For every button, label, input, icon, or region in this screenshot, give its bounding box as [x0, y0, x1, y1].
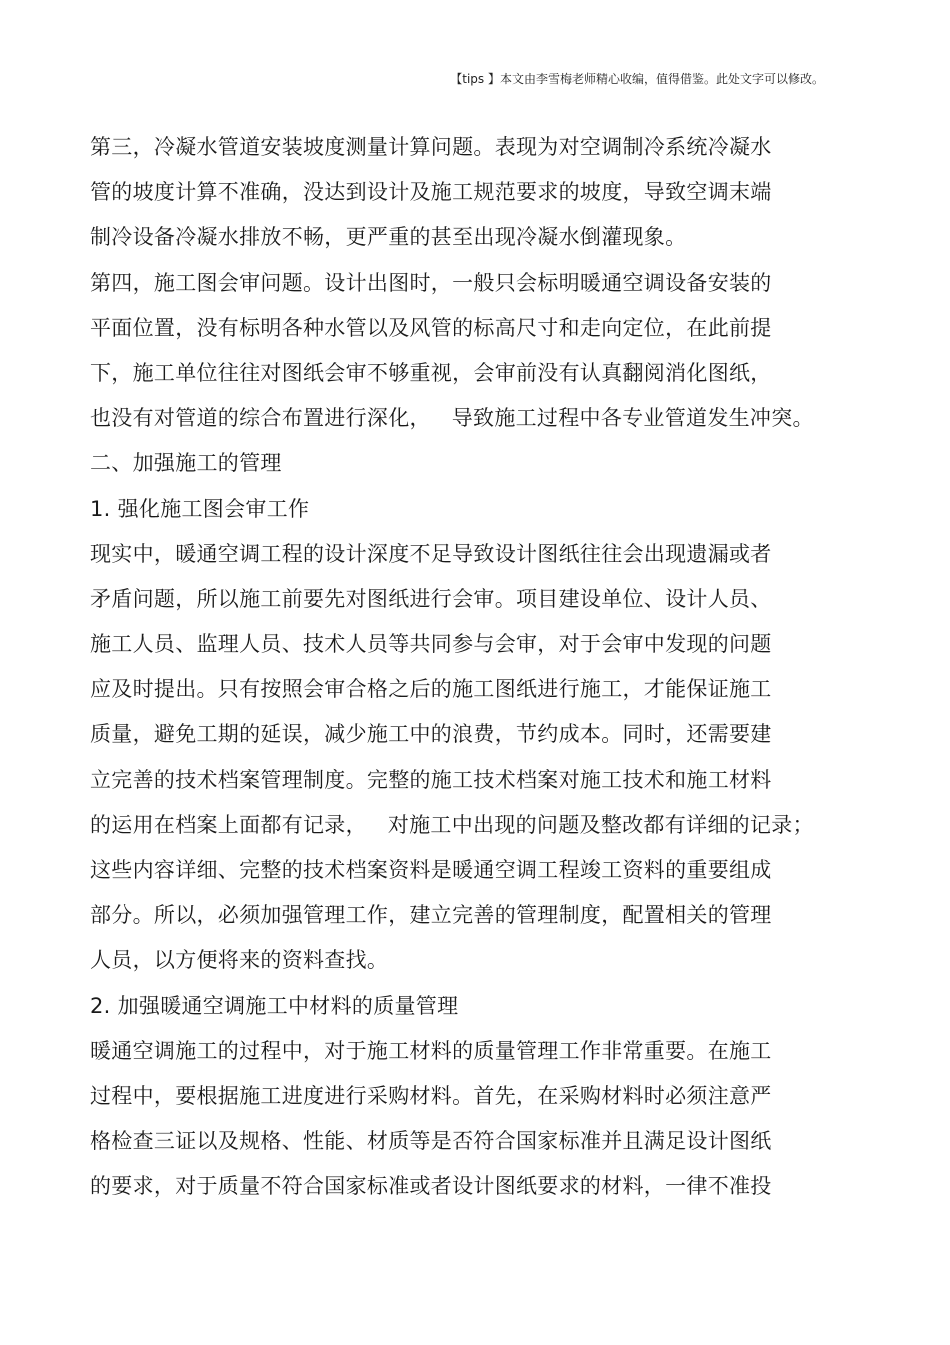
- document-body: [90, 125, 850, 1210]
- subsection-heading: 1. 强化施工图会审工作: [90, 496, 310, 521]
- text-line: 人员，以方便将来的资料查找。: [90, 948, 389, 973]
- text-line: 暖通空调施工的过程中，对于施工材料的质量管理工作非常重要。在施工: [90, 1038, 772, 1063]
- text-line: 第四，施工图会审问题。设计出图时，一般只会标明暖通空调设备安装的: [90, 270, 772, 295]
- text-line: 立完善的技术档案管理制度。完整的施工技术档案对施工技术和施工材料: [90, 767, 772, 792]
- text-line: 这些内容详细、完整的技术档案资料是暖通空调工程竣工资料的重要组成: [90, 858, 772, 882]
- text-line: 下，施工单位往往对图纸会审不够重视，会审前没有认真翻阅消化图纸，: [90, 360, 772, 385]
- text-line: 也没有对管道的综合布置进行深化， 导致施工过程中各专业管道发生冲突。: [90, 406, 814, 431]
- text-line: 格检查三证以及规格、性能、材质等是否符合国家标准并且满足设计图纸: [90, 1129, 772, 1154]
- text-line: 制冷设备冷凝水排放不畅，更严重的甚至出现冷凝水倒灌现象。: [90, 225, 687, 250]
- text-line: 部分。所以，必须加强管理工作，建立完善的管理制度，配置相关的管理: [90, 903, 772, 928]
- text-line: 的要求，对于质量不符合国家标准或者设计图纸要求的材料，一律不准投: [90, 1174, 772, 1199]
- text-line: 应及时提出。只有按照会审合格之后的施工图纸进行施工，才能保证施工: [90, 677, 772, 702]
- text-line: 管的坡度计算不准确，没达到设计及施工规范要求的坡度，导致空调末端: [90, 180, 772, 205]
- text-line: 质量，避免工期的延误，减少施工中的浪费，节约成本。同时，还需要建: [90, 722, 772, 747]
- text-line: 的运用在档案上面都有记录， 对施工中出现的问题及整改都有详细的记录；: [90, 812, 814, 837]
- text-line: 矛盾问题，所以施工前要先对图纸进行会审。项目建设单位、设计人员、: [90, 586, 772, 611]
- text-line: 现实中，暖通空调工程的设计深度不足导致设计图纸往往会出现遗漏或者: [90, 541, 772, 566]
- subsection-heading: 2. 加强暖通空调施工中材料的质量管理: [90, 993, 459, 1018]
- text-line: 第三，冷凝水管道安装坡度测量计算问题。表现为对空调制冷系统冷凝水: [90, 135, 772, 159]
- text-line: 过程中，要根据施工进度进行采购材料。首先，在采购材料时必须注意严: [90, 1083, 772, 1108]
- header-tip: 【tips 】本文由李雪梅老师精心收编，值得借鉴。此处文字可以修改。: [450, 72, 824, 86]
- section-heading: 二、加强施工的管理: [90, 451, 282, 476]
- text-line: 施工人员、监理人员、技术人员等共同参与会审，对于会审中发现的问题: [90, 632, 772, 657]
- text-line: 平面位置，没有标明各种水管以及风管的标高尺寸和走向定位，在此前提: [90, 315, 772, 340]
